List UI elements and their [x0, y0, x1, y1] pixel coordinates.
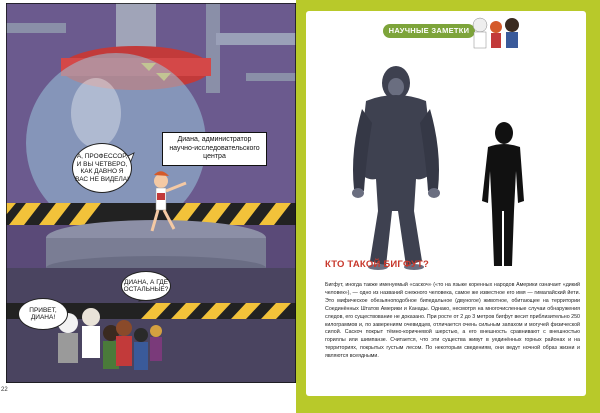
human-silhouette	[482, 122, 524, 266]
article-title: КТО ТАКОЙ БИГФУТ?	[325, 259, 430, 270]
notes-panel	[306, 11, 586, 396]
page-number: 22	[1, 387, 8, 393]
speech-bubble-hello: ПРИВЕТ, ДИАНА!	[18, 298, 68, 330]
speech-bubble-where-others: ДИАНА, А ГДЕ ОСТАЛЬНЫЕ?	[121, 271, 171, 301]
characters-icon	[466, 13, 526, 51]
comic-page	[0, 0, 296, 413]
bigfoot-figure	[352, 66, 440, 270]
character-caption: Диана, администратор научно-исследовательского центра	[162, 132, 267, 166]
science-notes-page	[296, 0, 600, 413]
speech-bubble-professor: А, ПРОФЕССОР, И ВЫ ЧЕТВЕРО, КАК ДАВНО Я ВАС НЕ ВИДЕЛА!	[72, 143, 132, 193]
article-body	[325, 282, 580, 361]
science-notes-badge: НАУЧНЫЕ ЗАМЕТКИ	[383, 24, 475, 38]
article-paragraph: Бигфут, иногда также именуемый «саскоч» («то на языке коренных народов Америки означает «дикий человек»), — одно из названий снежного человека, самое же известное его имя — гималайский йети. Это мифическое обезьяноподобное бипедальное (двуногое) животное, обитающее на территории Соединённых Штатов Америки и Канады. Однако, несмотря на многочисленные случаи обнаружения следов, его существование не доказано. При росте от 2 до 3 метров бигфут весит приблизительно 250 килограммов и, по заверениям очевидцев, отличается очень сильным запахом и могучей физической силой. Саскоч покрыт тёмно-коричневой шерстью, а его внешность сравнивают с внешностью гориллы или шимпанзе. Считается, что эти существа живут в уединённых горных районах и на территориях, покрытых густым лесом. По некоторым сведениям, они ведут ночной образ жизни и являются всеядными.	[325, 282, 580, 360]
bigfoot-illustration	[336, 61, 566, 281]
